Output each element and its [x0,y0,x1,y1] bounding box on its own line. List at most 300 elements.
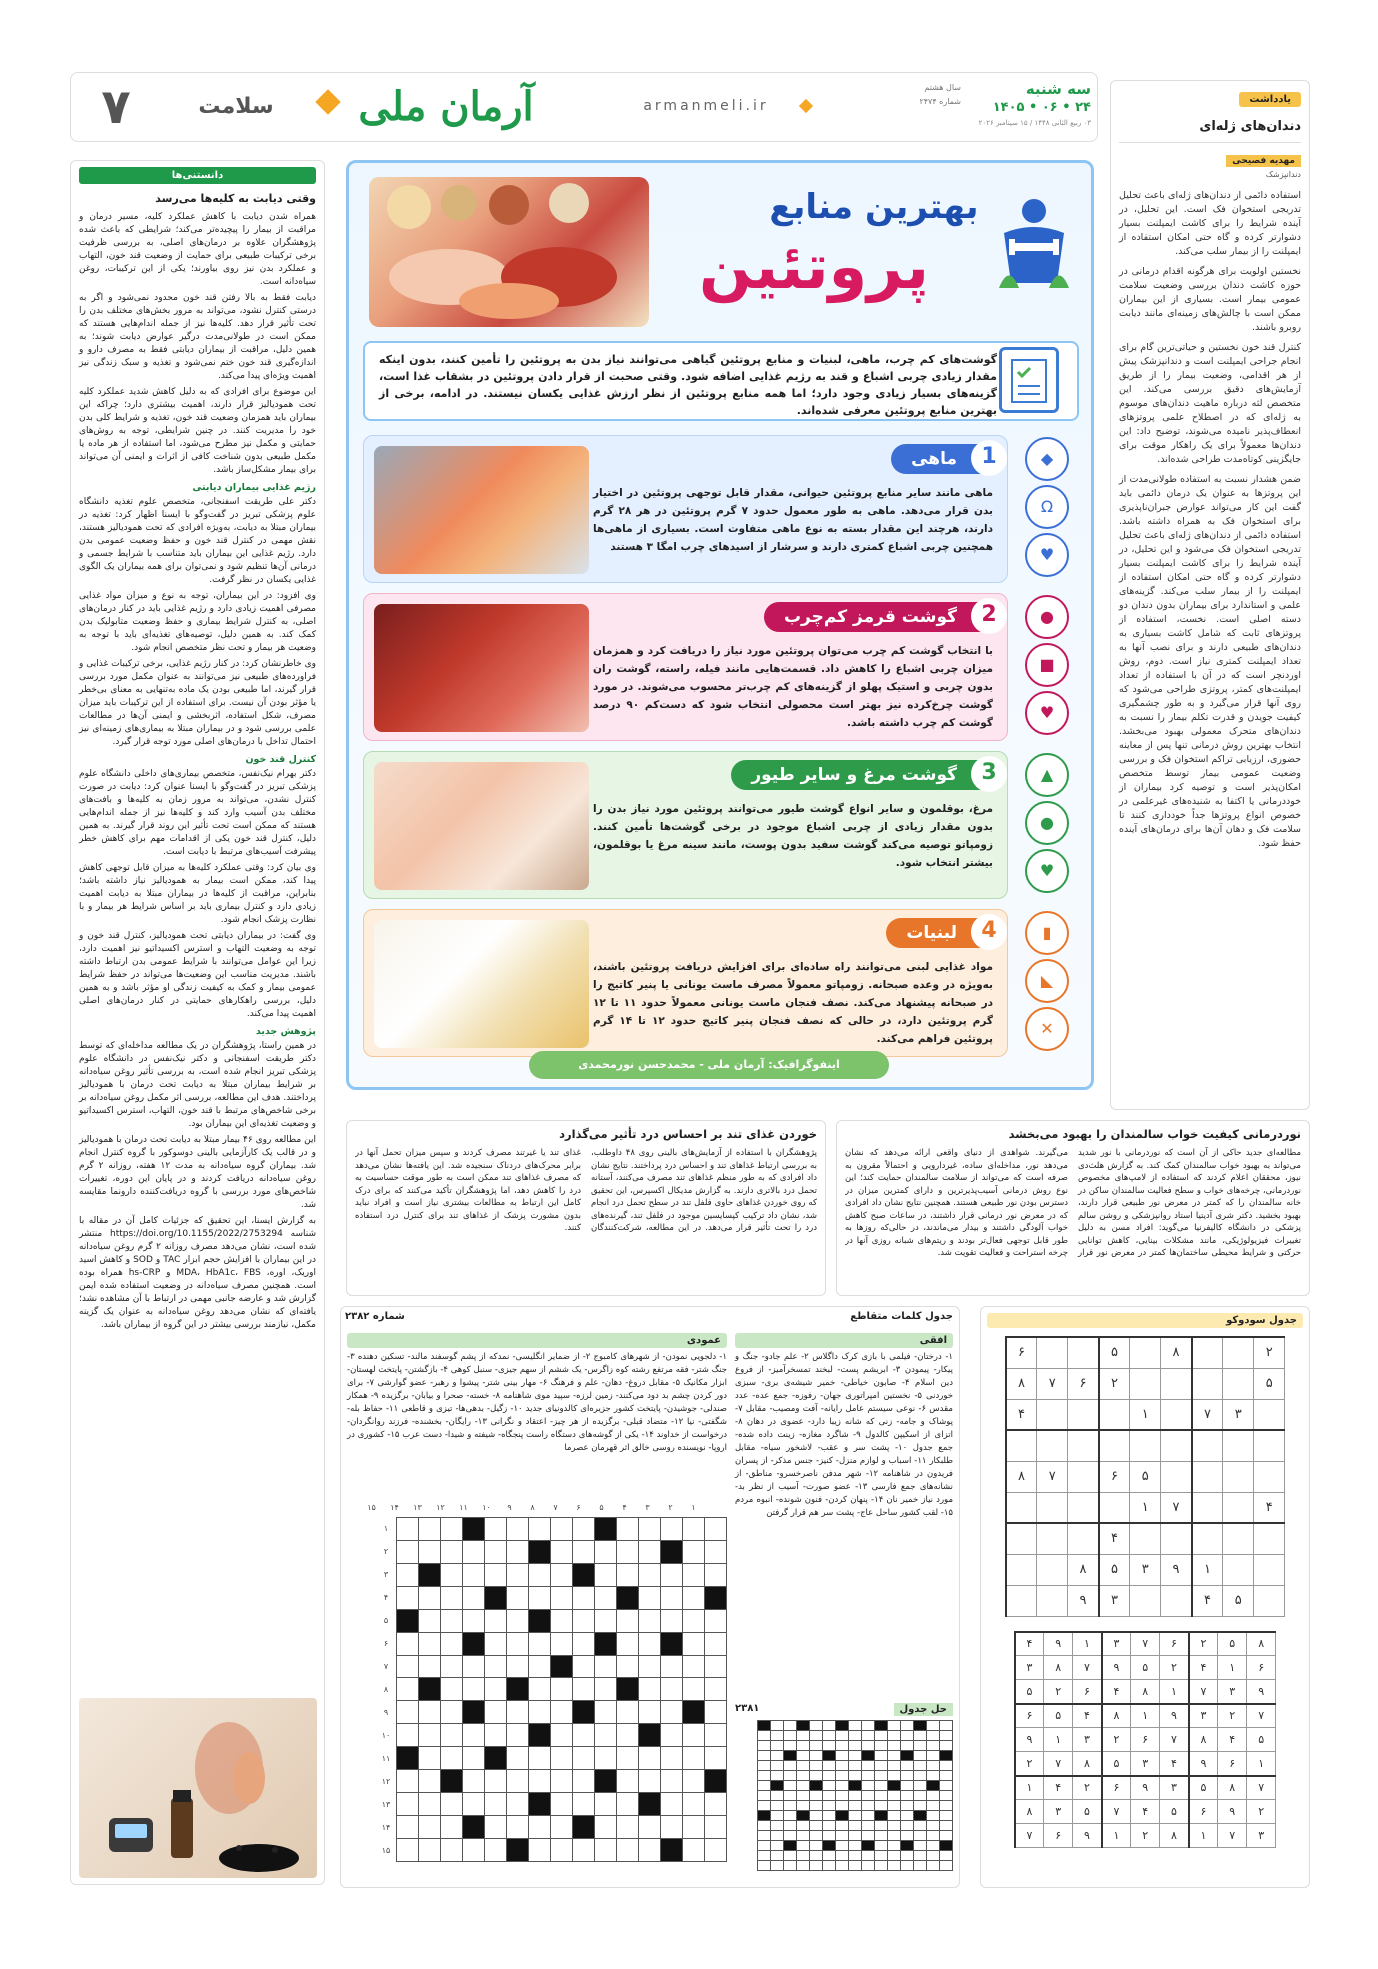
crossword-cell[interactable] [551,1518,573,1541]
crossword-cell[interactable] [419,1655,441,1678]
sudoku-cell[interactable] [1130,1430,1161,1461]
crossword-cell[interactable] [507,1655,529,1678]
crossword-cell[interactable] [463,1540,485,1563]
sudoku-cell[interactable] [1223,1492,1254,1523]
solution-cell [810,1721,823,1731]
crossword-cell[interactable] [551,1563,573,1586]
sudoku-cell[interactable] [1223,1430,1254,1461]
crossword-cell[interactable] [529,1563,551,1586]
solution-cell [758,1841,771,1851]
crossword-cell[interactable] [485,1701,507,1724]
solution-cell [771,1801,784,1811]
sudoku-cell[interactable] [1068,1399,1099,1430]
sudoku-cell[interactable] [1068,1461,1099,1492]
sudoku-cell[interactable] [1068,1523,1099,1554]
sudoku-cell[interactable] [1161,1430,1192,1461]
crossword-cell[interactable] [683,1747,705,1770]
solution-row [758,1771,953,1781]
crossword-cell[interactable] [441,1793,463,1816]
crossword-row [397,1540,727,1563]
crossword-cell[interactable] [661,1655,683,1678]
crossword-cell[interactable] [661,1563,683,1586]
crossword-cell[interactable] [683,1770,705,1793]
crossword-cell[interactable] [639,1701,661,1724]
sudoku-row [1015,1776,1276,1800]
solution-cell [901,1771,914,1781]
solution-cell [940,1771,953,1781]
crossword-cell[interactable] [507,1540,529,1563]
crossword-cell[interactable] [595,1815,617,1838]
crossword-cell[interactable] [507,1701,529,1724]
sudoku-cell[interactable] [1192,1430,1223,1461]
crossword-cell[interactable] [397,1838,419,1861]
crossword-cell[interactable] [683,1655,705,1678]
crossword-cell[interactable] [705,1838,727,1861]
crossword-cell[interactable] [485,1793,507,1816]
solution-cell [836,1721,849,1731]
crossword-cell[interactable] [397,1815,419,1838]
crossword-cell[interactable] [397,1563,419,1586]
crossword-cell[interactable] [507,1632,529,1655]
crossword-cell[interactable] [683,1815,705,1838]
solution-cell [784,1861,797,1871]
solution-cell [771,1831,784,1841]
crossword-cell[interactable] [441,1540,463,1563]
sudoku-cell[interactable] [1161,1523,1192,1554]
sudoku-cell[interactable] [1099,1430,1130,1461]
sudoku-cell[interactable] [1161,1585,1192,1616]
sudoku-cell: ۵ [1073,1800,1102,1824]
crossword-cell[interactable] [639,1655,661,1678]
solution-cell [940,1831,953,1841]
crossword-cell[interactable] [507,1815,529,1838]
crossword-cell[interactable] [507,1563,529,1586]
crossword-cell[interactable] [529,1815,551,1838]
crossword-cell[interactable] [441,1609,463,1632]
crossword-cell[interactable] [705,1563,727,1586]
crossword-cell[interactable] [573,1678,595,1701]
sudoku-cell: ۹ [1247,1680,1276,1704]
crossword-cell[interactable] [617,1563,639,1586]
crossword-cell[interactable] [463,1655,485,1678]
crossword-cell[interactable] [573,1770,595,1793]
sudoku-cell: ۶ [1247,1656,1276,1680]
crossword-cell[interactable] [419,1632,441,1655]
crossword-cell[interactable] [683,1678,705,1701]
crossword-cell[interactable] [419,1815,441,1838]
crossword-cell[interactable] [595,1678,617,1701]
crossword-cell[interactable] [463,1678,485,1701]
sudoku-cell[interactable] [1068,1337,1099,1368]
crossword-cell[interactable] [551,1747,573,1770]
crossword-cell[interactable] [595,1747,617,1770]
solution-cell [927,1781,940,1791]
crossword-cell[interactable] [705,1632,727,1655]
solution-cell [758,1771,771,1781]
crossword-cell[interactable] [397,1632,419,1655]
sudoku-cell: ۲ [1247,1800,1276,1824]
crossword-cell[interactable] [485,1655,507,1678]
crossword-cell[interactable] [639,1815,661,1838]
crossword-cell[interactable] [661,1724,683,1747]
crossword-title: جدول کلمات متقاطع [850,1311,953,1322]
sudoku-cell: ۶ [1189,1800,1218,1824]
sudoku-cell[interactable] [1223,1337,1254,1368]
crossword-cell[interactable] [419,1724,441,1747]
crossword-cell [419,1678,441,1701]
sudoku-cell[interactable] [1130,1368,1161,1399]
crossword-cell[interactable] [419,1609,441,1632]
crossword-cell[interactable] [705,1793,727,1816]
crossword-cell[interactable] [507,1793,529,1816]
crossword-cell[interactable] [529,1838,551,1861]
column-number: ۱ [691,1503,696,1512]
sudoku-cell[interactable] [1192,1461,1223,1492]
crossword-cell[interactable] [463,1609,485,1632]
crossword-cell[interactable] [463,1586,485,1609]
solution-cell [836,1791,849,1801]
solution-row [758,1831,953,1841]
crossword-cell[interactable] [595,1563,617,1586]
crossword-cell[interactable] [441,1747,463,1770]
crossword-cell[interactable] [507,1747,529,1770]
sudoku-cell[interactable] [1254,1430,1285,1461]
crossword-cell[interactable] [463,1838,485,1861]
sudoku-cell: ۴ [1218,1728,1247,1752]
crossword-cell[interactable] [551,1838,573,1861]
crossword-cell[interactable] [595,1586,617,1609]
solution-cell [849,1741,862,1751]
crossword-cell[interactable] [573,1540,595,1563]
crossword-cell[interactable] [639,1678,661,1701]
solution-cell [875,1751,888,1761]
sudoku-cell[interactable] [1161,1461,1192,1492]
crossword-cell[interactable] [705,1678,727,1701]
sudoku-cell[interactable] [1223,1461,1254,1492]
crossword-cell[interactable] [507,1609,529,1632]
solution-cell [940,1811,953,1821]
crossword-cell[interactable] [551,1632,573,1655]
crossword-cell[interactable] [573,1724,595,1747]
sudoku-cell[interactable] [1130,1337,1161,1368]
crossword-cell[interactable] [463,1747,485,1770]
crossword-cell[interactable] [617,1632,639,1655]
crossword-cell[interactable] [661,1747,683,1770]
crossword-cell[interactable] [617,1815,639,1838]
sudoku-cell[interactable] [1006,1585,1037,1616]
crossword-cell[interactable] [573,1793,595,1816]
crossword-cell [705,1586,727,1609]
crossword-cell[interactable] [419,1540,441,1563]
sudoku-cell[interactable] [1037,1554,1068,1585]
sudoku-cell[interactable] [1223,1554,1254,1585]
sudoku-cell[interactable] [1037,1492,1068,1523]
crossword-cell[interactable] [419,1770,441,1793]
sudoku-cell[interactable] [1037,1523,1068,1554]
crossword-cell[interactable] [705,1655,727,1678]
crossword-cell[interactable] [639,1632,661,1655]
sudoku-cell: ۲ [1254,1337,1285,1368]
solution-cell [810,1851,823,1861]
crossword-cell[interactable] [485,1518,507,1541]
crossword-cell[interactable] [661,1609,683,1632]
crossword-cell[interactable] [485,1724,507,1747]
crossword-cell[interactable] [617,1609,639,1632]
sudoku-cell[interactable] [1223,1368,1254,1399]
crossword-cell[interactable] [507,1518,529,1541]
crossword-cell[interactable] [573,1586,595,1609]
crossword-cell[interactable] [441,1678,463,1701]
crossword-cell[interactable] [485,1632,507,1655]
crossword-cell[interactable] [397,1793,419,1816]
sudoku-cell[interactable] [1037,1430,1068,1461]
sudoku-cell[interactable] [1254,1585,1285,1616]
crossword-cell[interactable] [551,1724,573,1747]
fish-image [374,446,589,574]
crossword-cell[interactable] [661,1678,683,1701]
crossword-cell[interactable] [397,1678,419,1701]
sudoku-cell: ۶ [1218,1752,1247,1776]
crossword-cell[interactable] [551,1609,573,1632]
crossword-cell[interactable] [573,1518,595,1541]
crossword-cell[interactable] [683,1609,705,1632]
crossword-cell[interactable] [573,1655,595,1678]
crossword-cell[interactable] [617,1747,639,1770]
crossword-cell[interactable] [441,1563,463,1586]
solution-cell [862,1811,875,1821]
crossword-cell[interactable] [639,1609,661,1632]
crossword-cell[interactable] [485,1678,507,1701]
crossword-cell[interactable] [485,1770,507,1793]
sudoku-cell[interactable] [1037,1337,1068,1368]
crossword-cell[interactable] [463,1724,485,1747]
crossword-cell[interactable] [463,1793,485,1816]
crossword-cell[interactable] [595,1793,617,1816]
sudoku-cell[interactable] [1037,1399,1068,1430]
sudoku-cell[interactable] [1254,1461,1285,1492]
sudoku-cell[interactable] [1254,1523,1285,1554]
crossword-cell[interactable] [529,1678,551,1701]
crossword-cell[interactable] [485,1609,507,1632]
crossword-cell[interactable] [397,1540,419,1563]
crossword-cell[interactable] [529,1770,551,1793]
crossword-cell[interactable] [441,1632,463,1655]
crossword-cell[interactable] [661,1815,683,1838]
down-label: عمودی [347,1333,727,1348]
column-number: ۴ [622,1503,627,1512]
crossword-cell[interactable] [441,1586,463,1609]
sudoku-cell: ۸ [1044,1656,1073,1680]
sudoku-cell[interactable] [1006,1523,1037,1554]
sudoku-cell[interactable] [1006,1430,1037,1461]
solution-row [758,1851,953,1861]
solution-cell [914,1721,927,1731]
crossword-cell[interactable] [705,1747,727,1770]
crossword-cell[interactable] [485,1540,507,1563]
sudoku-cell[interactable] [1130,1523,1161,1554]
crossword-cell[interactable] [441,1518,463,1541]
crossword-cell[interactable] [639,1747,661,1770]
sudoku-cell[interactable] [1161,1399,1192,1430]
sudoku-cell[interactable] [1223,1523,1254,1554]
crossword-cell[interactable] [529,1747,551,1770]
sudoku-cell: ۳ [1130,1554,1161,1585]
crossword-cell[interactable] [683,1838,705,1861]
crossword-cell[interactable] [639,1518,661,1541]
crossword-cell[interactable] [419,1518,441,1541]
sudoku-cell[interactable] [1068,1492,1099,1523]
crossword-cell[interactable] [683,1586,705,1609]
sudoku-cell[interactable] [1068,1430,1099,1461]
sudoku-cell[interactable] [1161,1368,1192,1399]
sudoku-cell: ۹ [1068,1585,1099,1616]
crossword-cell[interactable] [463,1563,485,1586]
crossword-cell[interactable] [639,1838,661,1861]
crossword-cell[interactable] [551,1540,573,1563]
crossword-cell[interactable] [595,1540,617,1563]
crossword-cell[interactable] [397,1701,419,1724]
crossword-cell[interactable] [529,1701,551,1724]
paragraph: این موضوع برای افرادی که به دلیل کاهش شدید عملکرد کلیه تحت همودیالیز قرار دارند، اهمیت بیشتری دارد؛ چراکه این بیماران باید همزمان وضعیت قند خون، تغذیه و شرایط کلی بدن خود را مدیریت کنند. در چنین شرایطی، توجه به روش‌های حمایتی و مکمل نیز مطرح می‌شود، اما استفاده از هر ماده یا مکمل طبیعی بدون شناخت کافی از اثرات و ایمنی آن می‌تواند برای بیمار مشکل‌ساز باشد. [79,387,316,475]
crossword-cell[interactable] [551,1793,573,1816]
crossword-cell[interactable] [683,1563,705,1586]
sudoku-cell[interactable] [1099,1492,1130,1523]
crossword-cell[interactable] [683,1793,705,1816]
crossword-cell[interactable] [617,1838,639,1861]
crossword-cell[interactable] [639,1540,661,1563]
crossword-cell[interactable] [507,1770,529,1793]
crossword-cell[interactable] [705,1724,727,1747]
crossword-cell[interactable] [683,1540,705,1563]
crossword-cell[interactable] [639,1563,661,1586]
crossword-cell[interactable] [661,1793,683,1816]
crossword-cell[interactable] [617,1770,639,1793]
crossword-cell[interactable] [573,1609,595,1632]
crossword-cell[interactable] [573,1632,595,1655]
crossword-cell[interactable] [397,1586,419,1609]
crossword-cell[interactable] [419,1586,441,1609]
paragraph: دکتر علی طریقت اسفنجانی، متخصص علوم تغذیه دانشگاه علوم پزشکی تبریز در گفت‌وگو با ایسنا اظهار کرد: تغذیه در بیماران مبتلا به دیابت، به‌ویژه افرادی که تحت همودیالیز هستند، نقش مهمی در کنترل قند خون و حفظ وضعیت عمومی بدن دارد. رژیم غذایی این بیماران باید متناسب با شرایط جسمی و درمانی آن‌ها تنظیم شود و نمی‌توان برای همه بیماران یک الگوی غذایی یکسان در نظر گرفت. [79,497,316,585]
crossword-cell[interactable] [529,1518,551,1541]
sudoku-cell: ۱ [1218,1656,1247,1680]
solution-cell [940,1821,953,1831]
sudoku-cell[interactable] [1130,1585,1161,1616]
sudoku-cell: ۳ [1218,1680,1247,1704]
crossword-cell[interactable] [397,1724,419,1747]
crossword-cell[interactable] [419,1793,441,1816]
sudoku-cell[interactable] [1192,1523,1223,1554]
milk-icon: ▮ [1025,911,1069,955]
crossword-cell[interactable] [705,1701,727,1724]
solution-row [758,1781,953,1791]
sudoku-cell[interactable] [1006,1492,1037,1523]
crossword-cell[interactable] [617,1701,639,1724]
crossword-cell[interactable] [617,1724,639,1747]
crossword-cell[interactable] [397,1655,419,1678]
site-url[interactable]: armanmeli.ir [643,98,769,114]
crossword-cell[interactable] [551,1770,573,1793]
crossword-cell[interactable] [529,1586,551,1609]
sudoku-cell: ۳ [1102,1632,1131,1656]
crossword-cell[interactable] [551,1678,573,1701]
sudoku-cell[interactable] [1192,1492,1223,1523]
crossword-cell[interactable] [441,1838,463,1861]
crossword-cell[interactable] [595,1838,617,1861]
crossword-cell[interactable] [551,1815,573,1838]
crossword-cell[interactable] [551,1701,573,1724]
crossword-cell[interactable] [441,1655,463,1678]
crossword-cell[interactable] [529,1632,551,1655]
crossword-cell[interactable] [441,1724,463,1747]
sudoku-cell[interactable] [1006,1554,1037,1585]
crossword-cell[interactable] [661,1518,683,1541]
crossword-cell[interactable] [661,1770,683,1793]
crossword-cell[interactable] [507,1724,529,1747]
sudoku-cell[interactable] [1099,1399,1130,1430]
solution-cell [927,1851,940,1861]
crossword-cell[interactable] [485,1563,507,1586]
sudoku-cell[interactable] [1192,1368,1223,1399]
sudoku-cell: ۳ [1223,1399,1254,1430]
crossword-cell[interactable] [595,1655,617,1678]
crossword-cell[interactable] [419,1838,441,1861]
crossword-cell[interactable] [573,1838,595,1861]
column-number: ۵ [599,1503,604,1512]
crossword-cell[interactable] [529,1655,551,1678]
sudoku-cell[interactable] [1254,1399,1285,1430]
crossword-cell[interactable] [595,1609,617,1632]
crossword-cell[interactable] [705,1518,727,1541]
crossword-cell[interactable] [419,1701,441,1724]
sudoku-cell: ۶ [1160,1632,1189,1656]
crossword-cell[interactable] [485,1815,507,1838]
crossword-cell[interactable] [661,1701,683,1724]
crossword-cell[interactable] [639,1586,661,1609]
crossword-cell[interactable] [507,1586,529,1609]
crossword-cell[interactable] [595,1701,617,1724]
crossword-cell[interactable] [595,1724,617,1747]
crossword-cell[interactable] [573,1747,595,1770]
sudoku-cell: ۴ [1102,1680,1131,1704]
crossword-cell[interactable] [705,1609,727,1632]
sudoku-cell[interactable] [1254,1554,1285,1585]
sudoku-cell[interactable] [1192,1337,1223,1368]
sudoku-cell: ۴ [1015,1632,1044,1656]
crossword-cell[interactable] [683,1518,705,1541]
crossword-cell[interactable] [683,1724,705,1747]
crossword-cell[interactable] [551,1586,573,1609]
crossword-cell[interactable] [639,1770,661,1793]
crossword-cell[interactable] [617,1518,639,1541]
crossword-cell[interactable] [463,1770,485,1793]
crossword-cell[interactable] [617,1540,639,1563]
crossword-cell[interactable] [397,1770,419,1793]
crossword-cell[interactable] [705,1815,727,1838]
crossword-cell[interactable] [705,1540,727,1563]
row-number: ۱ [383,1524,389,1533]
crossword-cell[interactable] [485,1838,507,1861]
crossword-cell[interactable] [441,1815,463,1838]
crossword-cell[interactable] [661,1586,683,1609]
crossword-cell[interactable] [419,1747,441,1770]
sudoku-cell[interactable] [1037,1585,1068,1616]
crossword-cell[interactable] [617,1655,639,1678]
crossword-cell[interactable] [617,1793,639,1816]
sudoku-cell: ۴ [1006,1399,1037,1430]
crossword-cell[interactable] [683,1632,705,1655]
crossword-cell[interactable] [397,1518,419,1541]
crossword-cell[interactable] [441,1701,463,1724]
